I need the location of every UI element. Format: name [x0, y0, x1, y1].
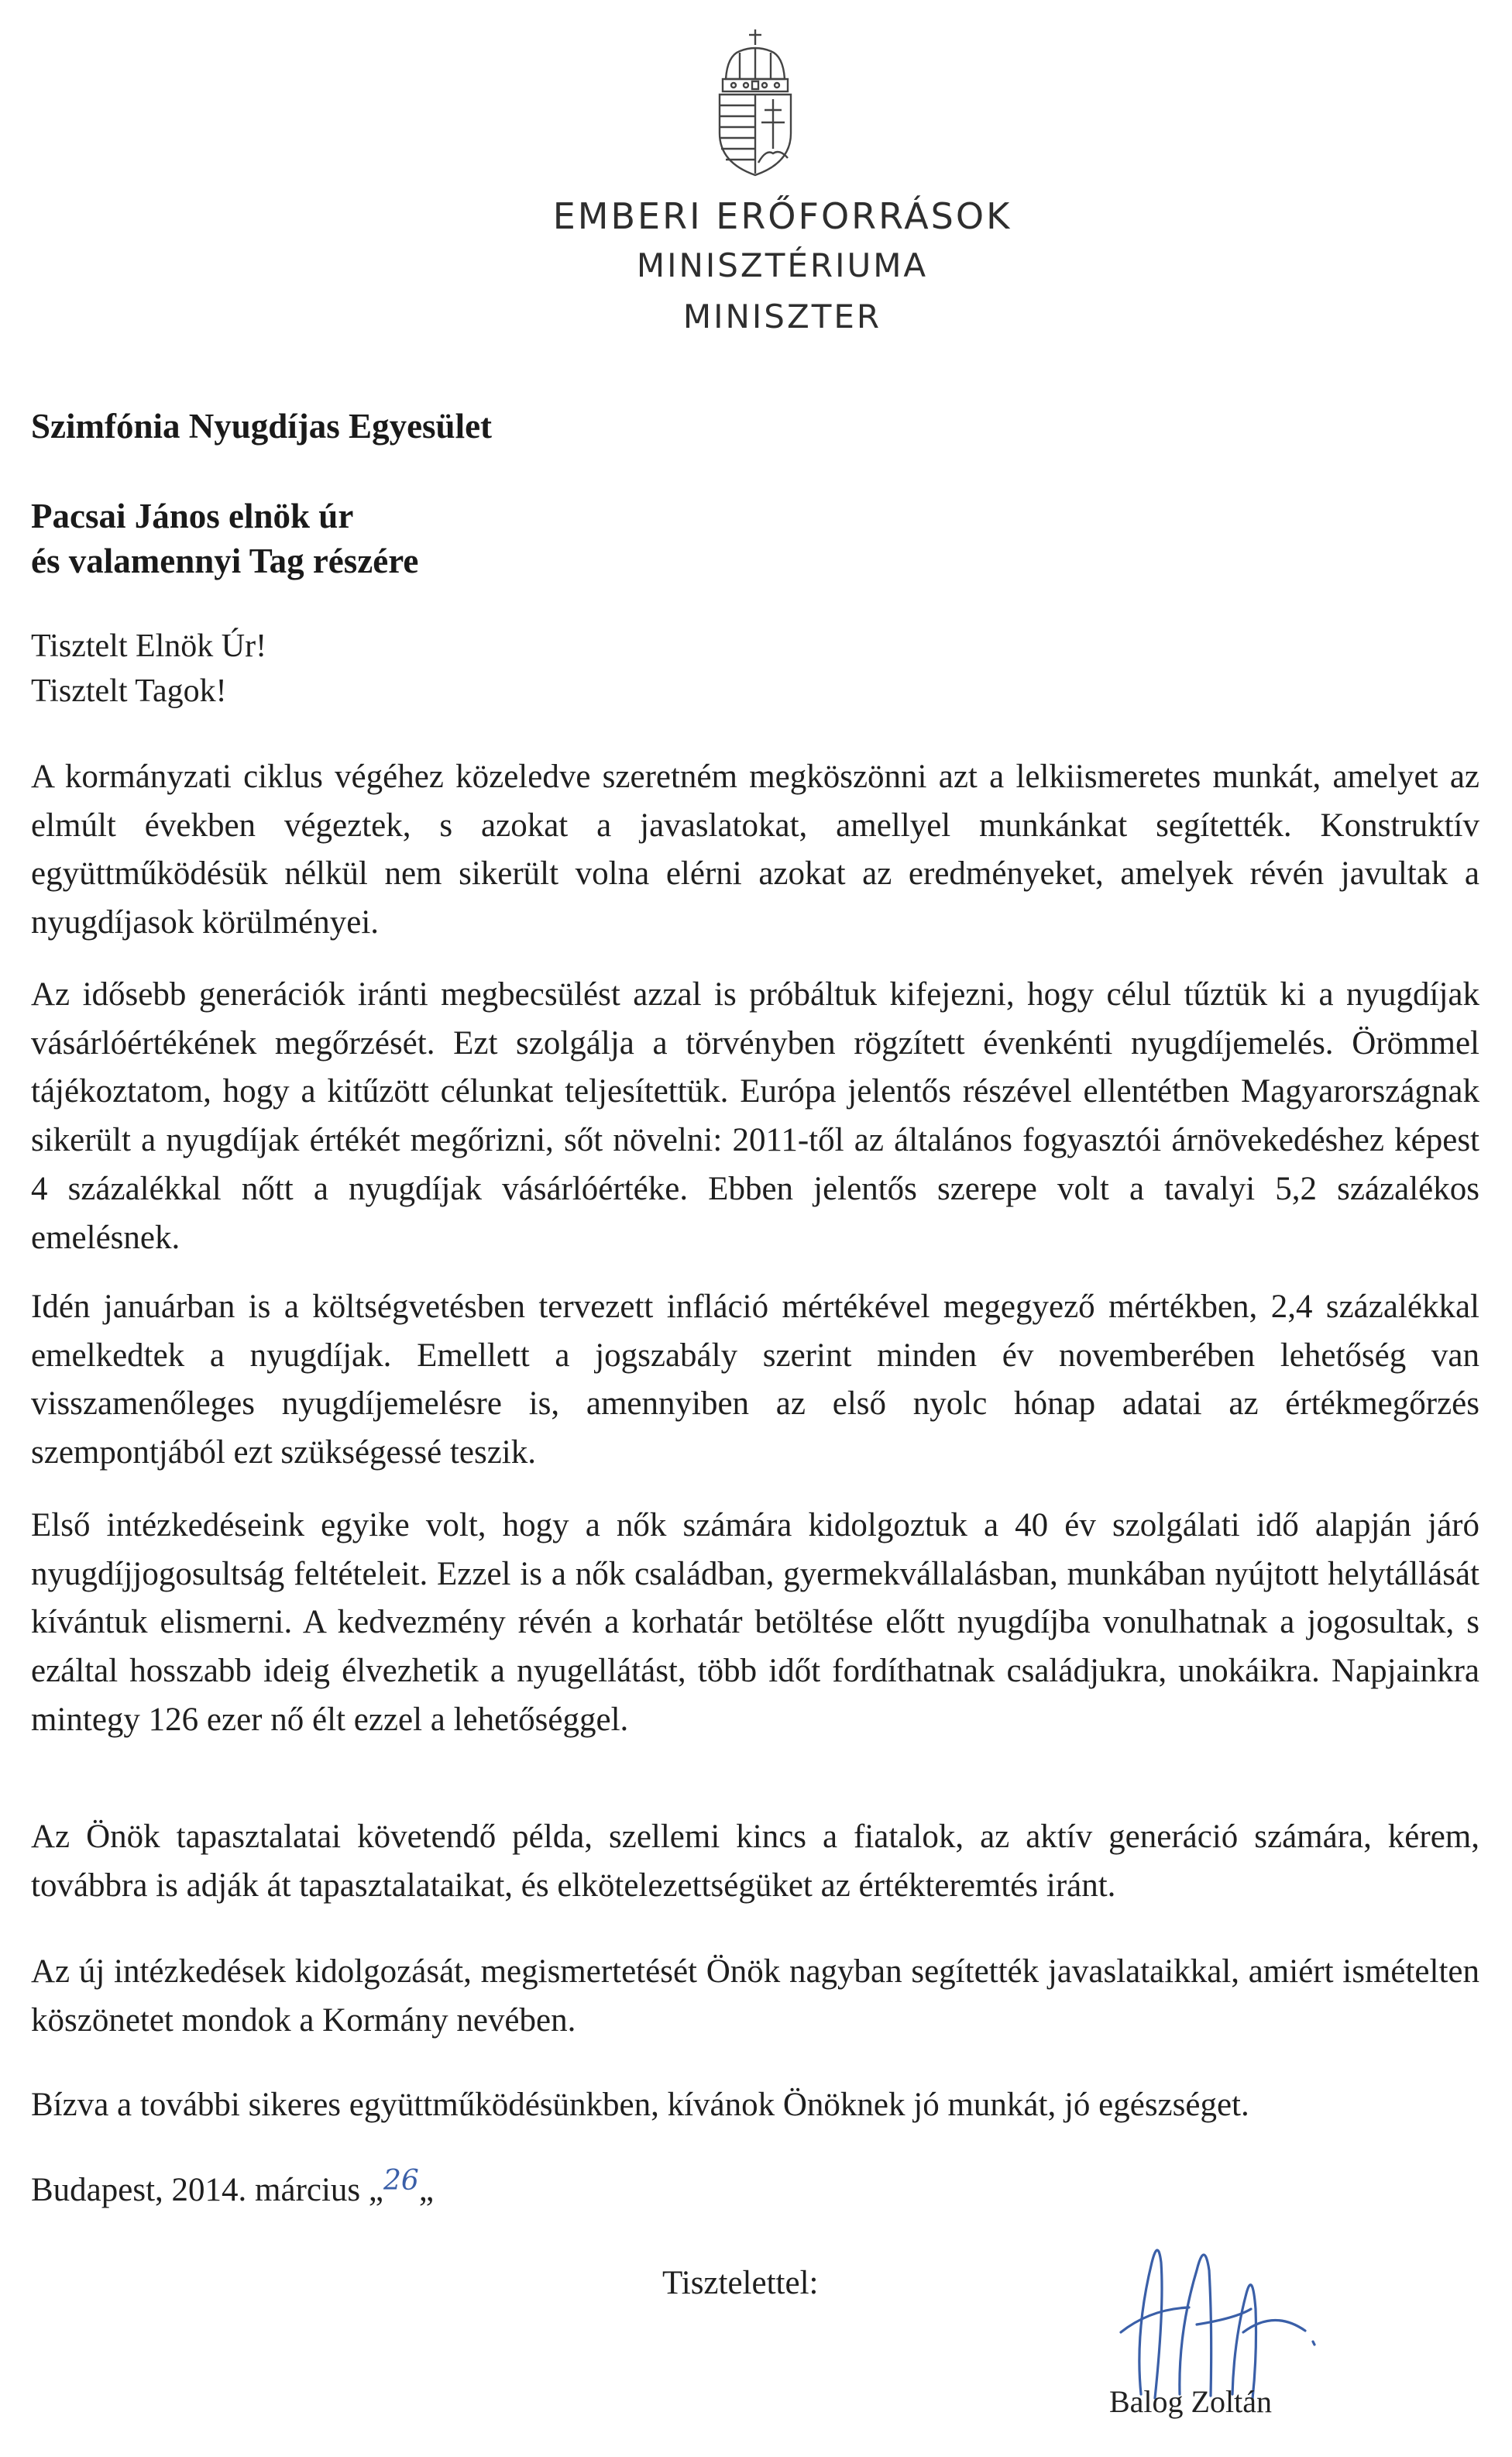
- ministry-name-line-1: EMBERI ERŐFORRÁSOK: [552, 195, 1012, 237]
- recipient-line-2: és valamennyi Tag részére: [31, 542, 419, 580]
- body-paragraph: Az idősebb generációk iránti megbecsülést azzal is próbáltuk kifejezni, hogy célul tűztük ki a nyugdíjak vásárlóértékének megőrzését. Ezt szolgálja a törvényben rögzített évenkénti nyugdíjemelés. Örömmel tájékoztatom, hogy a kitűzött célunkat teljesítettük. Európa jelentős részével ellentétben Magyarországnak sikerült a nyugdíjak értékét megőrizni, sőt növelni: 2011-től az általános fogyasztói árnövekedéshez képest 4 százalékkal nőtt a nyugdíjak vásárlóértéke. Ebben jelentős szerepe volt a tavalyi 5,2 százalékos emelésnek.: [31, 976, 1479, 1256]
- date-line: [31, 2165, 434, 2209]
- salutation-line-2: Tisztelt Tagok!: [31, 673, 227, 709]
- handwritten-day: 26: [383, 2165, 419, 2197]
- body-paragraph: Idén januárban is a költségvetésben tervezett infláció mértékével megegyező mértékben, 2,4 százalékkal emelkedtek a nyugdíjak. Emellett a jogszabály szerint minden év novemberében lehetőség van visszamenőleges nyugdíjemelésre is, amennyiben az első nyolc hónap adatai az értékmegőrzés szempontjából ezt szükségessé teszik.: [31, 1289, 1479, 1471]
- recipient-organization: Szimfónia Nyugdíjas Egyesület: [31, 407, 493, 446]
- body-paragraph: Az új intézkedések kidolgozását, megismertetését Önök nagyban segítették javaslataikkal, amiért ismételten köszönetet mondok a Kormány nevében.: [31, 1953, 1479, 2039]
- body-paragraph: A kormányzati ciklus végéhez közeledve szeretném megköszönni azt a lelkiismeretes munkát, amelyet az elmúlt években végeztek, s azokat a javaslatokat, amellyel munkánkat segítették. Konstruktív együttműködésük nélkül nem sikerült volna elérni azokat az eredményeket, amelyek révén javultak a nyugdíjasok körülményei.: [31, 759, 1479, 941]
- body-paragraph: Az Önök tapasztalatai követendő példa, szellemi kincs a fiatalok, az aktív generáció számára, kérem, továbbra is adják át tapasztalataikat, és elkötelezettségüket az értékteremtés iránt.: [31, 1819, 1479, 1904]
- body-paragraph: Első intézkedéseink egyike volt, hogy a nők számára kidolgoztuk a 40 év szolgálati idő alapján járó nyugdíjjogosultság feltételeit. Ezzel is a nők családban, gyermekvállalásban, munkában nyújtott helytállását kívántuk elismerni. A kedvezmény révén a korhatár betöltése előtt nyugdíjba vonulhatnak a jogosultak, s ezáltal hosszabb ideig élvezhetik a nyugellátást, több időt fordíthatnak családjukra, unokáikra. Napjainkra mintegy 126 ezer nő élt ezzel a lehetőséggel.: [31, 1507, 1479, 1738]
- date-suffix: „: [418, 2172, 434, 2208]
- ministry-name-line-2: MINISZTÉRIUMA: [636, 246, 929, 284]
- salutation-line-1: Tisztelt Elnök Úr!: [31, 628, 267, 664]
- recipient-line-1: Pacsai János elnök úr: [31, 497, 354, 535]
- date-prefix: Budapest, 2014. március „: [31, 2172, 383, 2208]
- closing-text: Tisztelettel:: [662, 2265, 819, 2301]
- coat-of-arms-icon: [701, 25, 809, 180]
- body-paragraph: Bízva a további sikeres együttműködésünkben, kívánok Önöknek jó munkát, jó egészséget.: [31, 2087, 1249, 2123]
- ministry-title: MINISZTER: [682, 298, 882, 336]
- signer-name: Balog Zoltán: [1109, 2384, 1272, 2419]
